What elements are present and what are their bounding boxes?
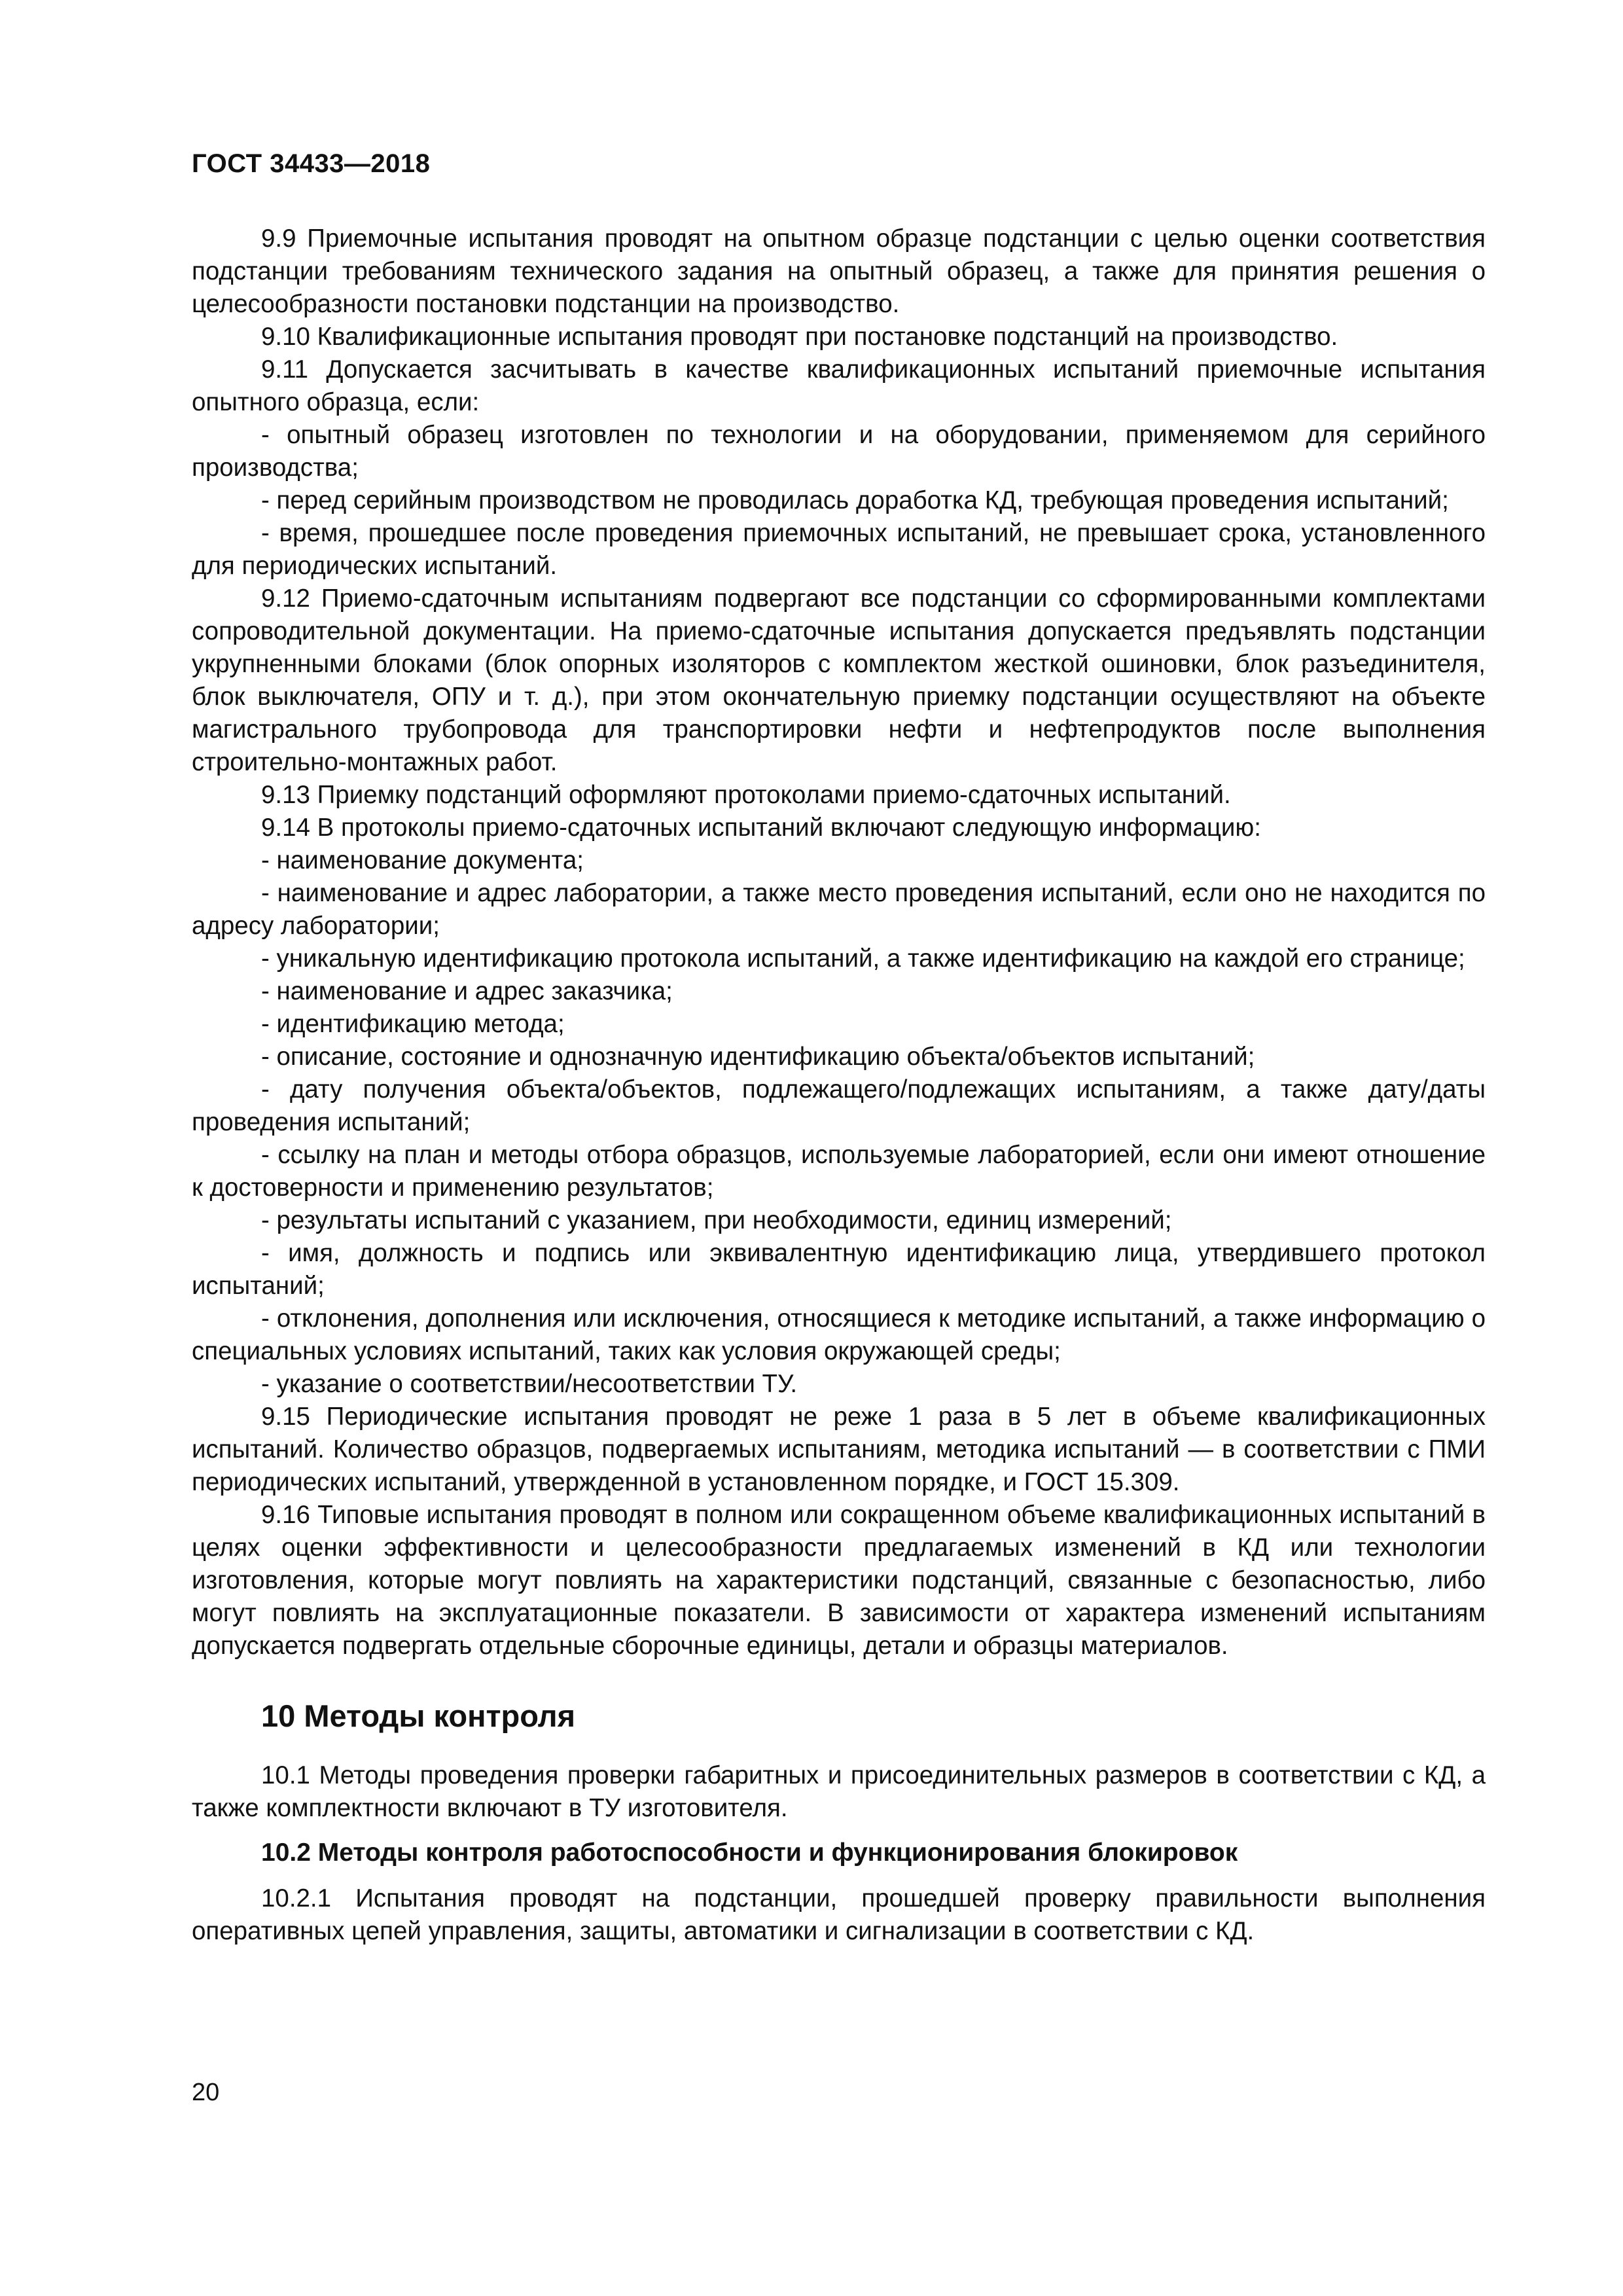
page-body	[192, 223, 1486, 1948]
list-item: - наименование и адрес заказчика;	[261, 977, 673, 1005]
list-item: - наименование документа;	[261, 846, 584, 874]
paragraph-9-11: 9.11 Допускается засчитывать в качестве квалификационных испытаний приемочные испытания опытного образца, если:	[192, 355, 1486, 416]
paragraph-9-14: 9.14 В протоколы приемо-сдаточных испытаний включают следующую информацию:	[261, 814, 1261, 842]
list-item: - перед серийным производством не проводилась доработка КД, требующая проведения испытаний;	[261, 486, 1449, 514]
section-title: 10 Методы контроля	[261, 1698, 576, 1733]
list-item: - дату получения объекта/объектов, подлежащего/подлежащих испытаниям, а также дату/даты проведения испытаний;	[192, 1075, 1486, 1136]
subsection-title: 10.2 Методы контроля работоспособности и функционирования блокировок	[261, 1839, 1238, 1867]
page-number: 20	[192, 2079, 220, 2106]
paragraph-10-1: 10.1 Методы проведения проверки габаритных и присоединительных размеров в соответствии с КД, а также комплектности включают в ТУ изготовителя.	[192, 1761, 1486, 1822]
paragraph-9-15: 9.15 Периодические испытания проводят не реже 1 раза в 5 лет в объеме квалификационных испытаний. Количество образцов, подвергаемых испытаниям, методика испытаний — в соответствии с ПМИ периодических испытаний, утвержденной в установленном порядке, и ГОСТ 15.309.	[192, 1403, 1486, 1496]
list-item: - опытный образец изготовлен по технологии и на оборудовании, применяемом для серийного производства;	[192, 421, 1486, 482]
paragraph-9-9: 9.9 Приемочные испытания проводят на опытном образце подстанции с целью оценки соответствия подстанции требованиям технического задания на опытный образец, а также для принятия решения о целесообразности постановки подстанции на производство.	[192, 224, 1486, 318]
paragraph-10-2-1: 10.2.1 Испытания проводят на подстанции, прошедшей проверку правильности выполнения оперативных цепей управления, защиты, автоматики и сигнализации в соответствии с КД.	[192, 1884, 1486, 1945]
document-header: ГОСТ 34433—2018	[192, 149, 431, 178]
list-item: - идентификацию метода;	[261, 1010, 565, 1038]
list-item: - указание о соответствии/несоответствии ТУ.	[261, 1370, 798, 1398]
list-item: - описание, состояние и однозначную идентификацию объекта/объектов испытаний;	[261, 1043, 1255, 1071]
list-item: - имя, должность и подпись или эквивалентную идентификацию лица, утвердившего протокол испытаний;	[192, 1239, 1486, 1300]
paragraph-9-10: 9.10 Квалификационные испытания проводят при постановке подстанций на производство.	[261, 323, 1338, 351]
paragraph-9-13: 9.13 Приемку подстанций оформляют протоколами приемо-сдаточных испытаний.	[261, 781, 1231, 809]
list-item: - уникальную идентификацию протокола испытаний, а также идентификацию на каждой его странице;	[261, 944, 1465, 973]
list-item: - время, прошедшее после проведения приемочных испытаний, не превышает срока, установленного для периодических испытаний.	[192, 519, 1486, 580]
list-item: - отклонения, дополнения или исключения, относящиеся к методике испытаний, а также информацию о специальных условиях испытаний, таких как условия окружающей среды;	[192, 1304, 1486, 1365]
list-item: - наименование и адрес лаборатории, а также место проведения испытаний, если оно не находится по адресу лаборатории;	[192, 879, 1486, 940]
paragraph-9-12: 9.12 Приемо-сдаточным испытаниям подвергают все подстанции со сформированными комплектами сопроводительной документации. На приемо-сдаточные испытания допускается предъявлять подстанции укрупненными блоками (блок опорных изоляторов с комплектом жесткой ошиновки, блок разъединителя, блок выключателя, ОПУ и т. д.), при этом окончательную приемку подстанции осуществляют на объекте магистрального трубопровода для транспортировки нефти и нефтепродуктов после выполнения строительно-монтажных работ.	[192, 584, 1486, 776]
list-item: - ссылку на план и методы отбора образцов, используемые лабораторией, если они имеют отношение к достоверности и применению результатов;	[192, 1141, 1486, 1202]
paragraph-9-16: 9.16 Типовые испытания проводят в полном или сокращенном объеме квалификационных испытаний в целях оценки эффективности и целесообразности предлагаемых изменений в КД или технологии изготовления, которые могут повлиять на характеристики подстанций, связанные с безопасностью, либо могут повлиять на эксплуатационные показатели. В зависимости от характера изменений испытаниям допускается подвергать отдельные сборочные единицы, детали и образцы материалов.	[192, 1501, 1486, 1660]
list-item: - результаты испытаний с указанием, при необходимости, единиц измерений;	[261, 1206, 1172, 1234]
